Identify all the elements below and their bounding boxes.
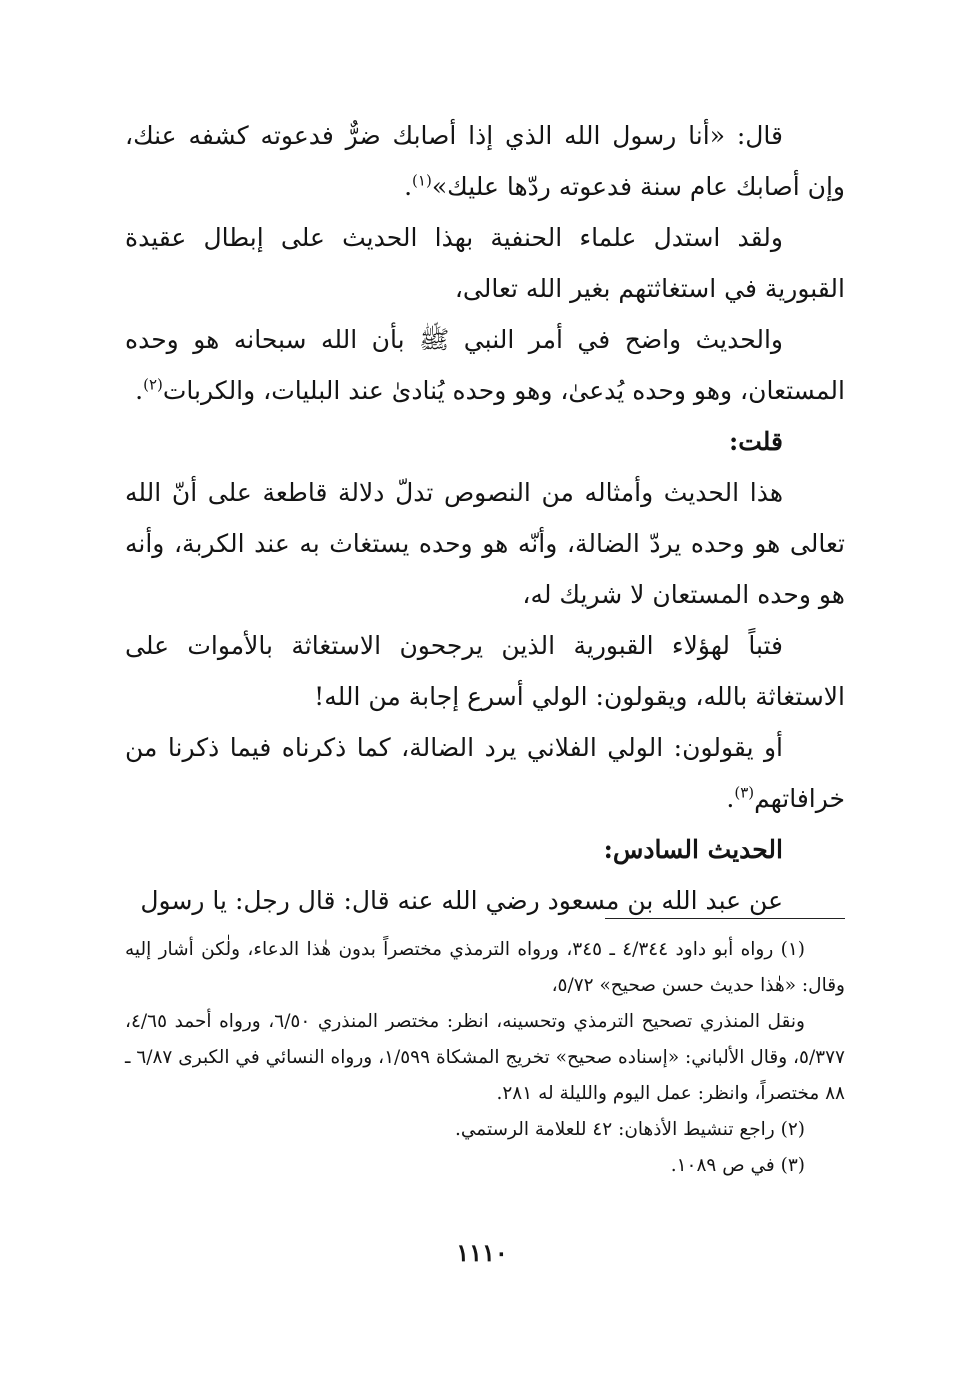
footnote-ref-3[interactable]: (٣): [734, 783, 755, 802]
paragraph-1: قال: «أنا رسول الله الذي إذا أصابك ضرٌّ فدعوته كشفه عنك، وإن أصابك عام سنة فدعوته ردّها عليك»$^{(١)}$.: [125, 121, 845, 201]
footnote-ref-2[interactable]: (٢): [143, 375, 163, 394]
heading-hadith-6: الحديث السادس:: [603, 835, 783, 864]
separator-line: [605, 918, 845, 919]
paragraph-1-text: قال: «أنا رسول الله الذي إذا أصابك ضرٌّ فدعوته كشفه عنك، وإن أصابك عام سنة فدعوته ردّها عليك»: [125, 121, 845, 201]
footnote-3: (٣) في ص ١٠٨٩.: [670, 1155, 805, 1176]
paragraph-7: عن عبد الله بن مسعود رضي الله عنه قال: قال رجل: يا رسول: [140, 886, 783, 915]
heading-qult: قلت:: [728, 427, 783, 456]
footnote-2: (٢) راجع تنشيط الأذهان: ٤٢ للعلامة الرستمي.: [454, 1119, 805, 1140]
footnote-ref-1[interactable]: (١): [412, 171, 432, 190]
page-number: ١١١٠: [456, 1238, 508, 1267]
paragraph-2: ولقد استدل علماء الحنفية بهذا الحديث على إبطال عقيدة القبورية في استغاثتهم بغير الله تعالى،: [125, 223, 845, 303]
paragraph-6: أو يقولون: الولي الفلاني يرد الضالة، كما ذكرناه فيما ذكرنا من خرافاتهم$^{(٣)}$.: [125, 733, 845, 813]
footnote-1b: ونقل المنذري تصحيح الترمذي وتحسينه، انظر: مختصر المنذري ٦/٥٠، ورواه أحمد ٤/٦٥، ٥/٣٧٧، وقال الألباني: «إسناده صحيح» تخريج المشكاة ١/٥٩٩، ورواه النسائي في الكبرى ٦/٨٧ ـ ٨٨ مختصراً، وانظر: عمل اليوم والليلة له ٢٨١.: [125, 1011, 845, 1104]
paragraph-3: والحديث واضح في أمر النبي ﷺ بأن الله سبحانه هو وحده المستعان، وهو وحده يُدعىٰ، وهو وحده يُنادىٰ عند البليات، والكربات$^{(٢)}$.: [125, 325, 845, 405]
paragraph-3-text: والحديث واضح في أمر النبي ﷺ بأن الله سبحانه هو وحده المستعان، وهو وحده يُدعىٰ، وهو وحده يُنادىٰ عند البليات، والكربات: [125, 325, 845, 405]
main-text: [125, 110, 845, 926]
paragraph-6-text: أو يقولون: الولي الفلاني يرد الضالة، كما ذكرناه فيما ذكرنا من خرافاتهم: [125, 733, 845, 813]
footnotes: [125, 932, 845, 1184]
footnote-1a: (١) رواه أبو داود ٤/٣٤٤ ـ ٣٤٥، ورواه الترمذي مختصراً بدون هٰذا الدعاء، ولٰكن أشار إليه وقال: «هٰذا حديث حسن صحيح» ٥/٧٢،: [125, 939, 845, 996]
paragraph-5: فتباً لهؤلاء القبورية الذين يرجحون الاستغاثة بالأموات على الاستغاثة بالله، ويقولون: الولي أسرع إجابة من الله!: [125, 631, 845, 711]
paragraph-4: هذا الحديث وأمثاله من النصوص تدلّ دلالة قاطعة على أنّ الله تعالى هو وحده يردّ الضالة، وأنّه هو وحده يستغاث به عند الكربة، وأنه هو وحده المستعان لا شريك له،: [125, 478, 845, 609]
